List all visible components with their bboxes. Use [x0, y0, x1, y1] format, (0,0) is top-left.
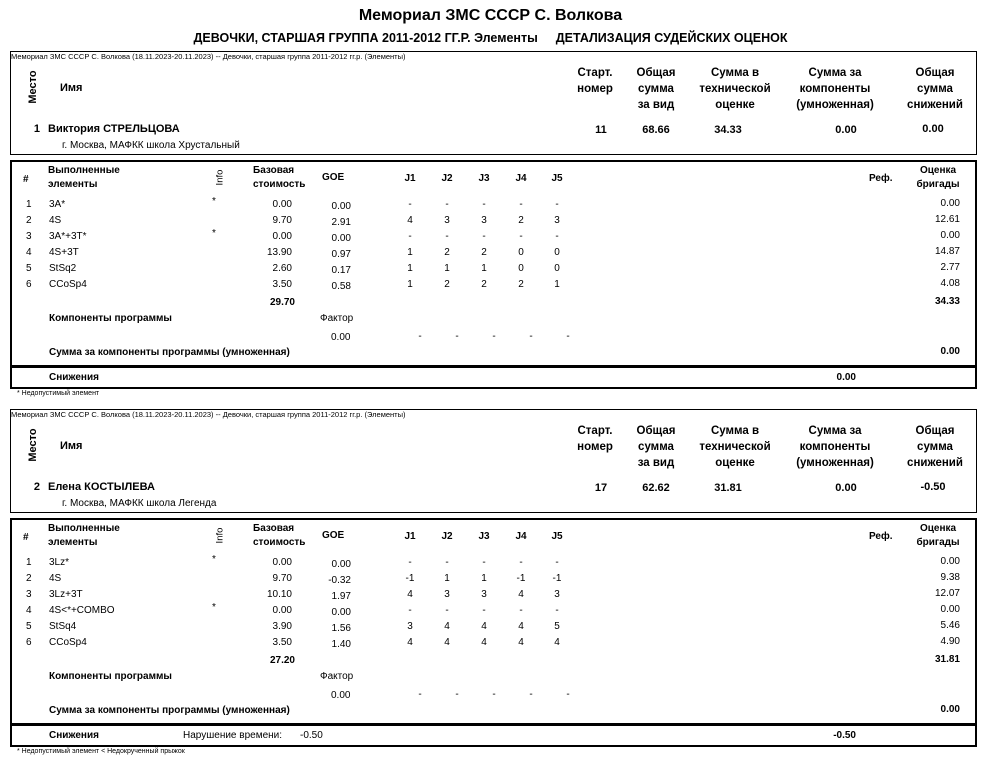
judge-mark-1: 3: [407, 620, 413, 632]
element-number: 5: [26, 620, 32, 632]
base-value-header-line: Базовая: [253, 165, 295, 176]
judge-mark-1: 1: [407, 262, 413, 274]
deduction-note: Нарушение времени:: [183, 730, 283, 741]
panel-score-header-line: бригады: [916, 179, 960, 190]
judge-mark-1: -: [408, 604, 412, 616]
total-segment-score: 68.66: [642, 124, 670, 136]
rank: 1: [33, 123, 40, 135]
judge-mark-3: -: [482, 230, 486, 242]
judge-mark-4: 0: [518, 262, 524, 274]
judge-mark-2: -: [445, 557, 449, 568]
referee-header: Реф.: [869, 531, 893, 542]
judge-mark-4: -: [519, 199, 523, 210]
tes-score: 34.33: [714, 124, 742, 136]
element-number: 2: [26, 572, 32, 584]
component-judge-mark: -: [492, 689, 496, 700]
factor-value: 0.00: [331, 332, 351, 343]
element-number: 6: [26, 278, 32, 290]
deduction-value: 0.00: [836, 372, 856, 383]
start-number-header-line: Старт.: [577, 67, 613, 79]
judge-mark-5: -: [555, 199, 559, 210]
element-number: 3: [26, 230, 32, 242]
judge-mark-1: 4: [407, 214, 413, 226]
components-label: Компоненты программы: [49, 313, 172, 324]
element-panel-score: 0.00: [940, 603, 960, 615]
element-goe: -0.32: [328, 574, 351, 586]
element-base-value: 0.00: [272, 199, 292, 210]
info-header: Info: [214, 169, 226, 186]
judge-mark-3: 4: [481, 620, 487, 632]
element-info: *: [212, 554, 216, 565]
tes-header-line: оценке: [715, 457, 755, 469]
judge-mark-2: -: [445, 604, 449, 616]
element-panel-score: 5.46: [940, 619, 960, 631]
judge-mark-5: 1: [554, 278, 560, 290]
start-number-header: [566, 65, 624, 97]
element-panel-score: 4.08: [940, 277, 960, 289]
total-deductions: -0.50: [920, 481, 946, 493]
judge-mark-5: 3: [554, 214, 560, 226]
judge-mark-1: 1: [407, 246, 413, 258]
element-row: [0, 247, 981, 262]
total-segment-header-line: за вид: [637, 99, 675, 111]
total-segment-header-line: Общая: [636, 425, 676, 437]
judge-mark-3: 2: [481, 246, 487, 258]
pcs-header: [790, 65, 880, 113]
total-segment-score: 62.62: [642, 482, 670, 494]
factor-label: Фактор: [320, 671, 354, 682]
skater-club: г. Москва, МАФКК школа Легенда: [62, 498, 217, 509]
element-base-value: 9.70: [272, 572, 292, 584]
judge-mark-2: -: [445, 230, 449, 242]
base-value-header-line: Базовая: [253, 523, 295, 534]
footnote: * Недопустимый элемент < Недокрученный прыжок: [17, 748, 185, 755]
element-code: 4S: [49, 214, 62, 226]
page-subtitle: [0, 31, 981, 45]
pcs-header: [790, 423, 880, 471]
deductions-total-header-line: Общая: [915, 67, 955, 79]
deduction-value: -0.50: [833, 730, 856, 741]
place-header: Место: [27, 70, 39, 104]
element-code: CCoSp4: [49, 636, 87, 648]
element-panel-score: 4.90: [940, 635, 960, 647]
judge-mark-1: 4: [407, 588, 413, 600]
element-code: 3A*+3T*: [49, 230, 87, 242]
panel-score-header: [908, 522, 968, 550]
skater-block: [0, 51, 981, 409]
component-judge-mark: -: [529, 331, 533, 342]
deduction-note-value: -0.50: [300, 730, 323, 741]
element-code: 3A*: [49, 199, 66, 210]
judge-mark-3: 4: [481, 636, 487, 648]
element-row: [0, 573, 981, 588]
judge-mark-4: 4: [518, 620, 524, 632]
skater-name: Виктория СТРЕЛЬЦОВА: [48, 123, 180, 135]
element-base-value: 2.60: [272, 262, 292, 274]
panel-score-header: [908, 164, 968, 192]
element-row: [0, 227, 981, 246]
element-number: 6: [26, 636, 32, 648]
judge-mark-5: -1: [552, 572, 562, 584]
pcs-multiplied-value: 0.00: [940, 704, 960, 715]
judge-mark-4: -: [519, 557, 523, 568]
component-judge-mark: -: [566, 689, 570, 700]
elements-header-line: элементы: [48, 537, 98, 548]
element-panel-score: 0.00: [940, 229, 960, 241]
total-segment-header-line: сумма: [638, 83, 674, 95]
element-code: 4S<*+COMBO: [49, 604, 115, 616]
element-code: 3Lz+3T: [49, 588, 83, 600]
element-info: *: [212, 196, 216, 207]
element-row: [0, 196, 981, 214]
judge-header-2: J2: [441, 173, 453, 184]
judge-header-5: J5: [551, 173, 563, 184]
info-header: Info: [214, 527, 226, 544]
name-header: Имя: [60, 82, 83, 94]
element-base-value: 0.00: [272, 230, 292, 242]
total-segment-header-line: за вид: [637, 457, 675, 469]
judge-mark-2: 3: [444, 588, 450, 600]
judge-mark-4: 4: [518, 636, 524, 648]
skater-block: [0, 409, 981, 767]
element-row: [0, 279, 981, 294]
goe-header: GOE: [322, 172, 345, 183]
tes-header: [690, 423, 780, 471]
judge-mark-5: 4: [554, 636, 560, 648]
judge-header-5: J5: [551, 531, 563, 542]
element-base-value: 0.00: [272, 557, 292, 568]
judge-mark-5: 0: [554, 262, 560, 274]
base-value-header: [253, 164, 305, 192]
judge-header-4: J4: [515, 173, 527, 184]
judge-mark-4: 4: [518, 588, 524, 600]
element-code: StSq2: [49, 262, 77, 274]
deductions-total-header-line: снижений: [907, 457, 963, 469]
element-number: 3: [26, 588, 32, 600]
rank: 2: [33, 481, 40, 493]
element-number: 4: [26, 246, 32, 258]
pcs-score: 0.00: [835, 482, 857, 494]
element-goe: 1.56: [331, 622, 351, 634]
element-info: *: [212, 227, 216, 239]
element-goe: 1.97: [331, 590, 351, 602]
judge-mark-3: 3: [481, 214, 487, 226]
judge-mark-4: -: [519, 230, 523, 242]
judge-mark-3: 1: [481, 572, 487, 584]
element-goe: 2.91: [331, 216, 351, 228]
elements-header: [48, 164, 120, 192]
start-number-header-line: номер: [577, 441, 613, 453]
judge-mark-4: 2: [518, 214, 524, 226]
element-base-value: 9.70: [272, 214, 292, 226]
judge-mark-1: -: [408, 557, 412, 568]
judge-mark-2: 2: [444, 246, 450, 258]
element-base-value: 3.50: [272, 278, 292, 290]
base-value-header-line: стоимость: [253, 537, 306, 548]
component-judge-mark: -: [455, 331, 459, 342]
page-title: Мемориал ЗМС СССР С. Волкова: [358, 7, 623, 24]
deductions-label: Снижения: [49, 730, 99, 741]
deductions-total-header-line: Общая: [915, 425, 955, 437]
element-code: StSq4: [49, 620, 77, 632]
judge-header-2: J2: [441, 531, 453, 542]
element-number: 1: [26, 199, 32, 210]
panel-score-total: 31.81: [934, 654, 960, 665]
component-judge-mark: -: [529, 689, 533, 700]
base-value-total: 29.70: [269, 297, 295, 308]
subtitle-category: ДЕВОЧКИ, СТАРШАЯ ГРУППА 2011-2012 ГГ.Р. Элементы: [193, 31, 538, 45]
deductions-total-header-line: сумма: [917, 441, 953, 453]
element-base-value: 13.90: [266, 246, 292, 258]
elements-header-line: Выполненные: [48, 165, 120, 176]
start-number-header: [566, 423, 624, 455]
pcs-header-line: (умноженная): [796, 457, 874, 469]
pcs-multiplied-label: Сумма за компоненты программы (умноженная): [49, 705, 290, 716]
factor-value: 0.00: [331, 690, 351, 701]
element-panel-score: 9.38: [940, 571, 960, 583]
panel-score-total: 34.33: [934, 296, 960, 307]
judge-header-1: J1: [404, 531, 416, 542]
element-goe: 0.17: [331, 264, 351, 276]
deductions-total-header-line: сумма: [917, 83, 953, 95]
element-goe: 0.00: [331, 232, 351, 244]
judge-mark-3: 1: [481, 262, 487, 274]
tes-header-line: технической: [699, 83, 771, 95]
judge-mark-3: -: [482, 604, 486, 616]
elements-header-line: Выполненные: [48, 523, 120, 534]
event-line: Мемориал ЗМС СССР С. Волкова (18.11.2023-20.11.2023) -- Девочки, старшая группа 2011-2012 гг.р. (Элементы): [11, 52, 406, 61]
total-deductions: 0.00: [922, 123, 944, 135]
element-info: *: [212, 601, 216, 613]
deductions-total-header: [900, 65, 970, 113]
element-panel-score: 14.87: [934, 245, 960, 257]
judge-mark-2: 1: [444, 572, 450, 584]
pcs-header-line: Сумма за: [808, 67, 862, 79]
component-judge-mark: -: [418, 331, 422, 342]
panel-score-header-line: бригады: [916, 537, 960, 548]
elements-header: [48, 522, 120, 550]
judge-mark-4: 0: [518, 246, 524, 258]
element-row: [0, 637, 981, 652]
start-number: 11: [595, 124, 607, 136]
skater-club: г. Москва, МАФКК школа Хрустальный: [62, 140, 240, 151]
tes-header: [690, 65, 780, 113]
start-number-header-line: номер: [577, 83, 613, 95]
element-base-value: 3.90: [272, 620, 292, 632]
pcs-multiplied-value: 0.00: [940, 346, 960, 357]
element-row: [0, 621, 981, 636]
element-code: 4S: [49, 572, 62, 584]
judge-mark-2: 1: [444, 262, 450, 274]
judge-header-3: J3: [478, 173, 490, 184]
skater-name: Елена КОСТЫЛЕВА: [48, 481, 155, 493]
element-base-value: 0.00: [272, 604, 292, 616]
pcs-score: 0.00: [835, 124, 857, 136]
judge-mark-3: -: [482, 557, 486, 568]
element-goe: 0.00: [331, 201, 351, 212]
base-value-header: [253, 522, 305, 550]
element-number: 1: [26, 557, 32, 568]
tes-header-line: Сумма в: [710, 67, 760, 79]
base-value-header-line: стоимость: [253, 179, 306, 190]
tes-header-line: Сумма в: [710, 425, 760, 437]
judge-mark-2: -: [445, 199, 449, 210]
element-goe: 0.97: [331, 248, 351, 260]
component-judge-mark: -: [492, 331, 496, 342]
element-goe: 0.00: [331, 559, 351, 570]
deductions-total-header-line: снижений: [907, 99, 963, 111]
total-segment-header: [630, 423, 682, 471]
judge-header-1: J1: [404, 173, 416, 184]
judge-mark-5: -: [555, 230, 559, 242]
element-goe: 0.00: [331, 606, 351, 618]
element-code: 3Lz*: [49, 557, 70, 568]
total-segment-header-line: сумма: [638, 441, 674, 453]
element-panel-score: 12.61: [934, 213, 960, 225]
pcs-header-line: (умноженная): [796, 99, 874, 111]
element-row: [0, 215, 981, 230]
judge-mark-2: 2: [444, 278, 450, 290]
element-panel-score: 0.00: [940, 198, 960, 209]
judge-mark-2: 4: [444, 620, 450, 632]
element-panel-score: 0.00: [940, 556, 960, 567]
judge-mark-4: -1: [516, 572, 526, 584]
deductions-label: Снижения: [49, 372, 99, 383]
element-number: 5: [26, 262, 32, 274]
element-row: [0, 601, 981, 620]
element-goe: 0.58: [331, 280, 351, 292]
element-code: 4S+3T: [49, 246, 79, 258]
judge-mark-5: 0: [554, 246, 560, 258]
judge-header-4: J4: [515, 531, 527, 542]
component-judge-mark: -: [566, 331, 570, 342]
element-number: 4: [26, 604, 32, 616]
judge-mark-3: 3: [481, 588, 487, 600]
judge-mark-5: 5: [554, 620, 560, 632]
judge-mark-1: -1: [405, 572, 415, 584]
start-number-header-line: Старт.: [577, 425, 613, 437]
judge-mark-5: 3: [554, 588, 560, 600]
referee-header: Реф.: [869, 173, 893, 184]
factor-label: Фактор: [320, 313, 354, 324]
element-panel-score: 2.77: [940, 261, 960, 273]
element-base-value: 10.10: [266, 588, 292, 600]
judge-mark-2: 3: [444, 214, 450, 226]
element-goe: 1.40: [331, 638, 351, 650]
element-row: [0, 554, 981, 572]
total-segment-header-line: Общая: [636, 67, 676, 79]
number-header: #: [23, 174, 29, 185]
judge-mark-5: -: [555, 557, 559, 568]
pcs-header-line: компоненты: [799, 441, 871, 453]
tes-header-line: оценке: [715, 99, 755, 111]
judge-mark-1: -: [408, 199, 412, 210]
pcs-header-line: Сумма за: [808, 425, 862, 437]
judge-mark-4: -: [519, 604, 523, 616]
tes-header-line: технической: [699, 441, 771, 453]
pcs-header-line: компоненты: [799, 83, 871, 95]
footnote: * Недопустимый элемент: [17, 390, 100, 397]
judge-header-3: J3: [478, 531, 490, 542]
judge-mark-4: 2: [518, 278, 524, 290]
element-row: [0, 263, 981, 278]
deductions-total-header: [900, 423, 970, 471]
place-header: Место: [27, 428, 39, 462]
judge-mark-1: 4: [407, 636, 413, 648]
judge-mark-1: 1: [407, 278, 413, 290]
name-header: Имя: [60, 440, 83, 452]
element-base-value: 3.50: [272, 636, 292, 648]
pcs-multiplied-label: Сумма за компоненты программы (умноженная): [49, 347, 290, 358]
element-number: 2: [26, 214, 32, 226]
elements-header-line: элементы: [48, 179, 98, 190]
component-judge-mark: -: [418, 689, 422, 700]
component-judge-mark: -: [455, 689, 459, 700]
judge-mark-5: -: [555, 604, 559, 616]
panel-score-header-line: Оценка: [919, 523, 957, 534]
tes-score: 31.81: [714, 482, 742, 494]
subtitle-report-type: ДЕТАЛИЗАЦИЯ СУДЕЙСКИХ ОЦЕНОК: [555, 31, 788, 45]
panel-score-header-line: Оценка: [919, 165, 957, 176]
components-label: Компоненты программы: [49, 671, 172, 682]
base-value-total: 27.20: [269, 655, 295, 666]
judge-mark-1: -: [408, 230, 412, 242]
number-header: #: [23, 532, 29, 543]
element-panel-score: 12.07: [934, 587, 960, 599]
start-number: 17: [594, 482, 608, 494]
judge-mark-3: 2: [481, 278, 487, 290]
goe-header: GOE: [322, 530, 345, 541]
judge-mark-3: -: [482, 199, 486, 210]
element-code: CCoSp4: [49, 278, 87, 290]
total-segment-header: [630, 65, 682, 113]
event-line: Мемориал ЗМС СССР С. Волкова (18.11.2023-20.11.2023) -- Девочки, старшая группа 2011-2012 гг.р. (Элементы): [11, 410, 406, 419]
element-row: [0, 589, 981, 604]
judge-mark-2: 4: [444, 636, 450, 648]
